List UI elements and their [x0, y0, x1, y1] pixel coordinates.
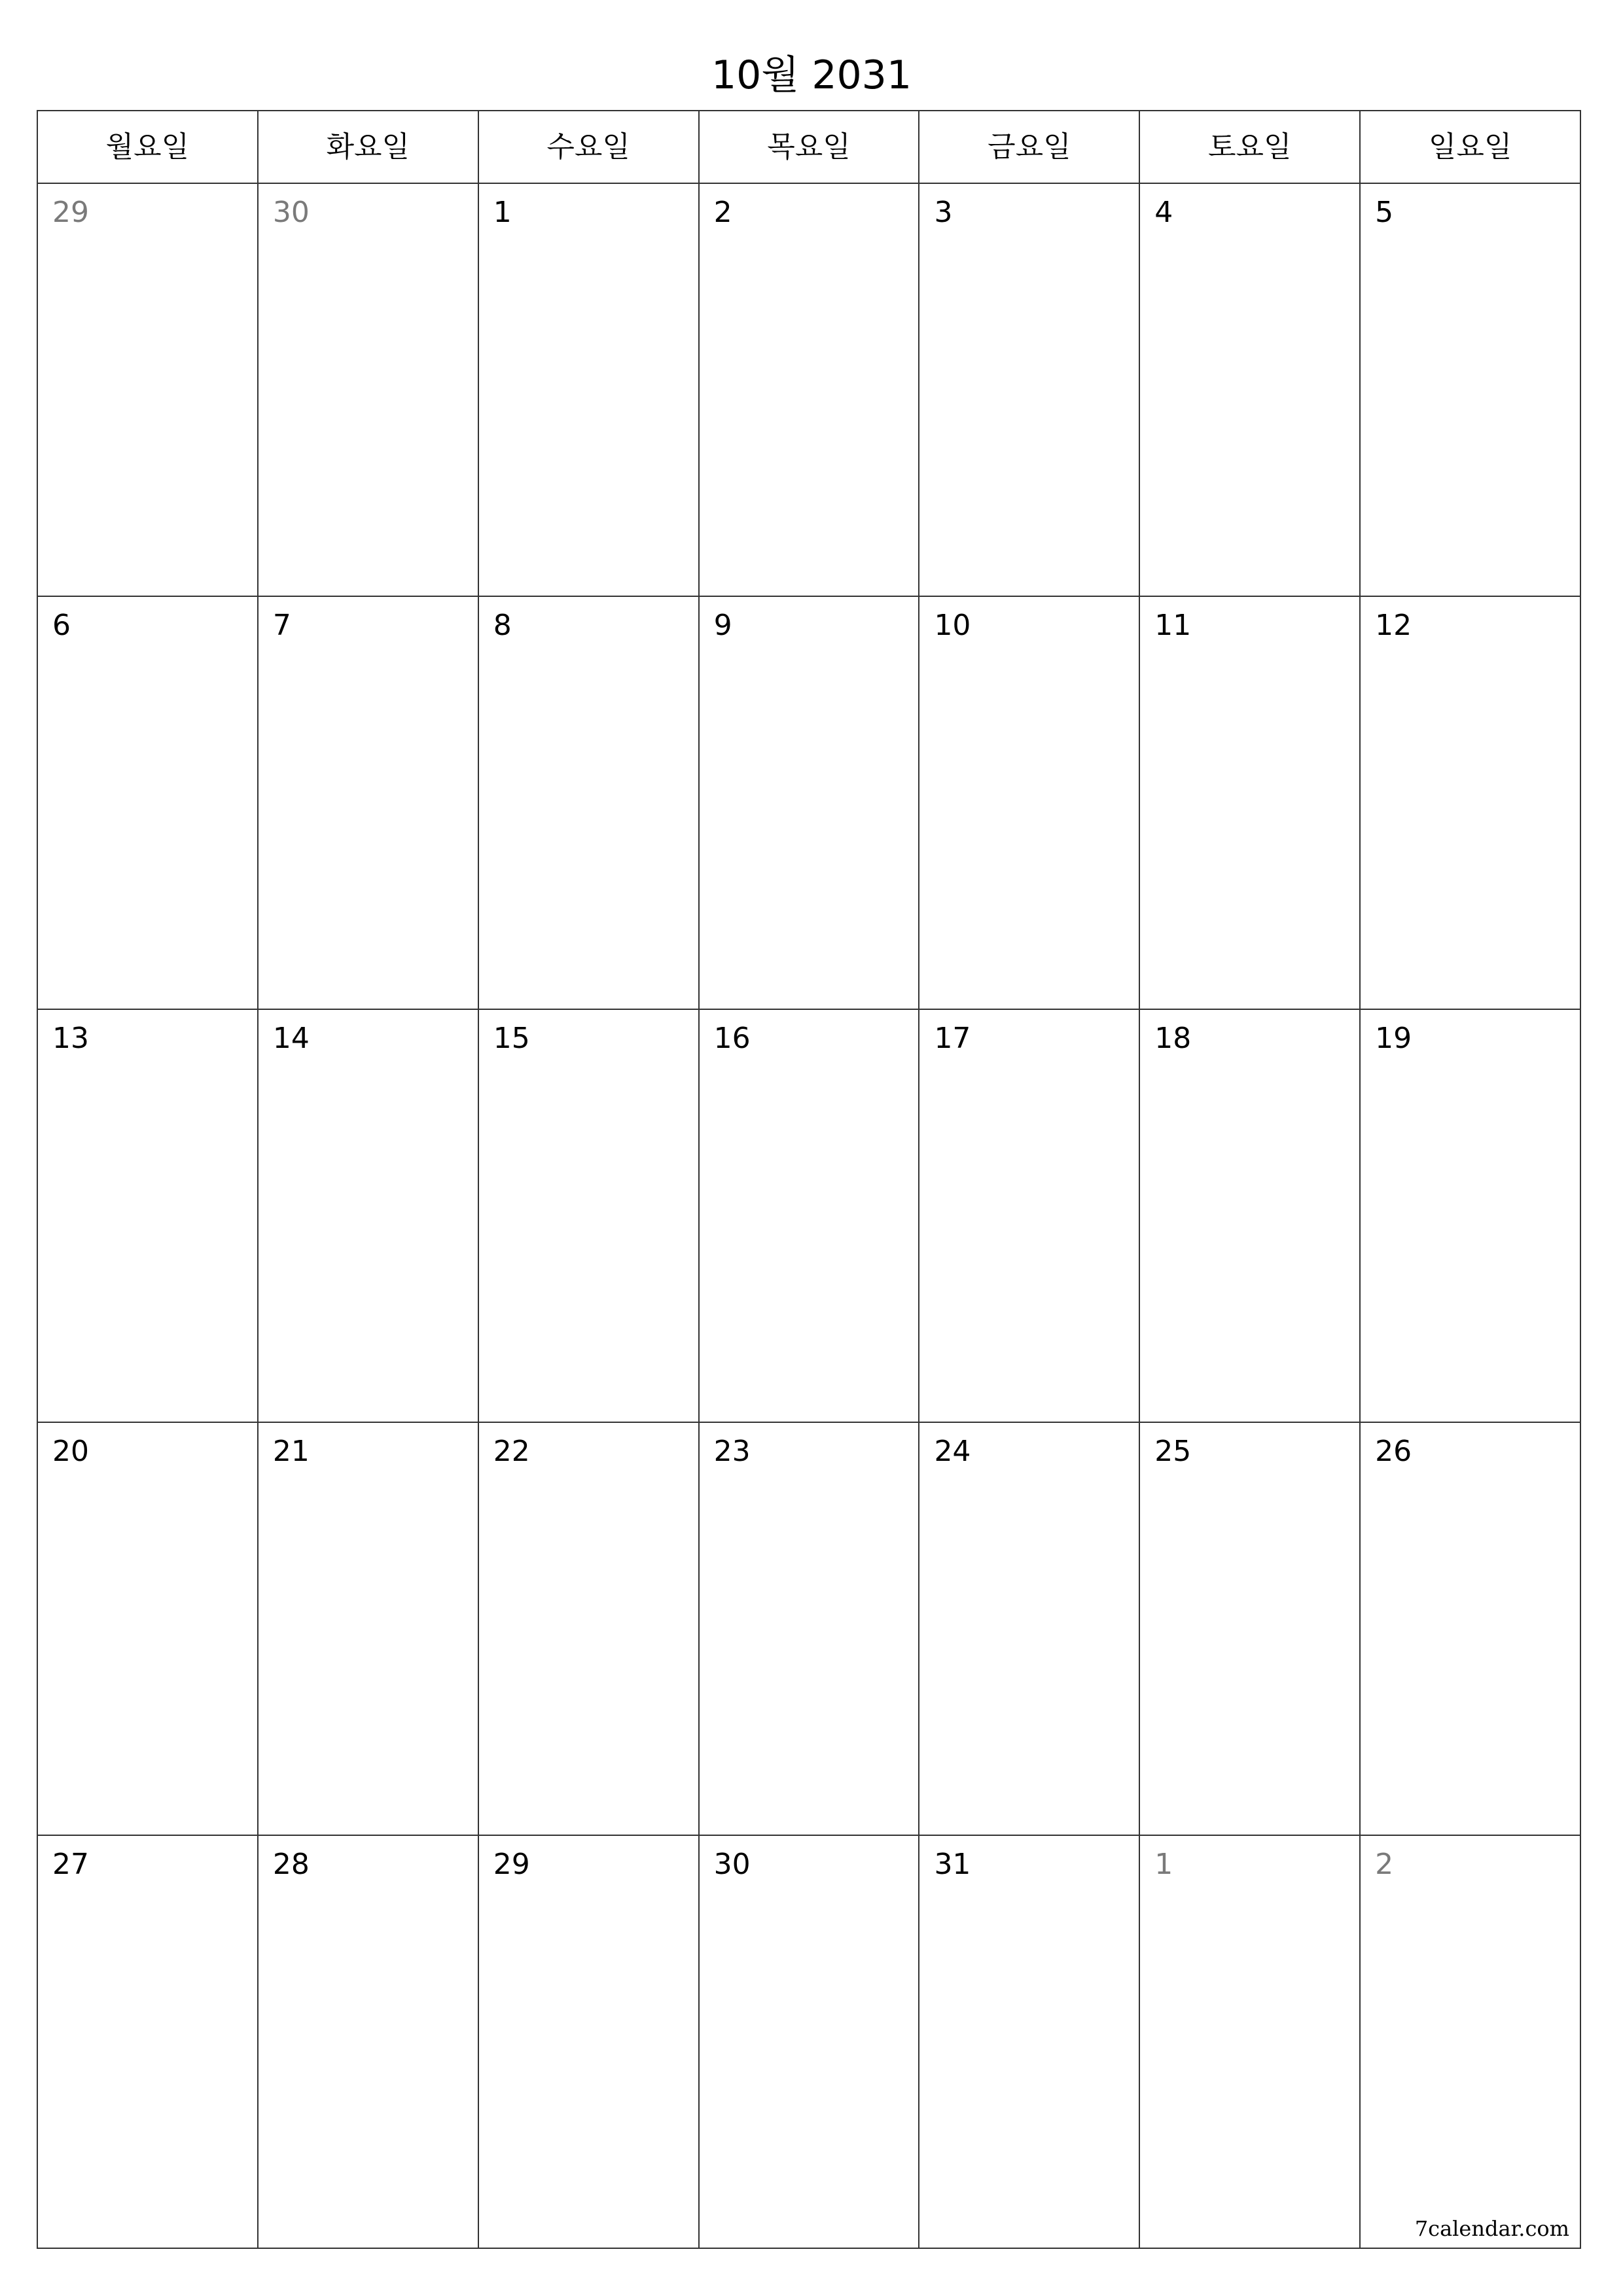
day-cell — [1361, 1423, 1580, 1835]
site-credit: 7calendar.com — [1414, 2216, 1569, 2241]
day-cell — [259, 1010, 479, 1422]
day-number: 17 — [934, 1022, 971, 1055]
weekday-header-thursday: 목요일 — [700, 111, 920, 183]
day-number: 29 — [493, 1848, 530, 1881]
day-cell — [479, 1423, 700, 1835]
day-cell — [479, 597, 700, 1009]
day-cell — [1361, 184, 1580, 596]
day-cell — [1361, 1010, 1580, 1422]
day-cell — [259, 597, 479, 1009]
day-number: 16 — [713, 1022, 751, 1055]
weeks-container — [38, 184, 1580, 2248]
day-cell — [1361, 597, 1580, 1009]
day-cell — [38, 1010, 259, 1422]
day-cell — [700, 1423, 920, 1835]
day-cell — [479, 1010, 700, 1422]
day-number: 29 — [52, 196, 89, 229]
day-number: 23 — [713, 1435, 751, 1468]
day-cell — [1140, 1010, 1361, 1422]
day-number: 21 — [272, 1435, 310, 1468]
day-number: 8 — [493, 609, 512, 642]
day-number: 3 — [934, 196, 953, 229]
day-cell — [259, 1836, 479, 2248]
day-number: 11 — [1154, 609, 1192, 642]
day-number: 27 — [52, 1848, 89, 1881]
weekday-header-monday: 월요일 — [38, 111, 259, 183]
week-row — [38, 1836, 1580, 2248]
day-cell-outside-month — [259, 184, 479, 596]
day-cell — [479, 184, 700, 596]
day-number: 24 — [934, 1435, 971, 1468]
day-cell — [38, 1423, 259, 1835]
day-number: 5 — [1375, 196, 1394, 229]
week-row — [38, 597, 1580, 1010]
calendar-grid — [37, 110, 1581, 2249]
day-number: 19 — [1375, 1022, 1412, 1055]
week-row — [38, 184, 1580, 597]
day-number: 31 — [934, 1848, 971, 1881]
day-number: 14 — [272, 1022, 310, 1055]
week-row — [38, 1010, 1580, 1423]
day-number: 20 — [52, 1435, 89, 1468]
weekday-header-sunday: 일요일 — [1428, 130, 1512, 164]
day-cell — [479, 1836, 700, 2248]
day-cell — [1140, 1423, 1361, 1835]
day-number: 9 — [713, 609, 732, 642]
day-cell — [919, 597, 1140, 1009]
page-title: 10월 2031 — [711, 52, 912, 98]
day-number: 12 — [1375, 609, 1412, 642]
day-number: 22 — [493, 1435, 530, 1468]
day-cell — [700, 1010, 920, 1422]
day-number: 18 — [1154, 1022, 1192, 1055]
weekday-header-saturday: 토요일 — [1140, 111, 1361, 183]
day-number: 30 — [713, 1848, 751, 1881]
day-cell — [919, 1423, 1140, 1835]
day-number: 1 — [493, 196, 512, 229]
day-number: 30 — [272, 196, 310, 229]
day-number: 13 — [52, 1022, 89, 1055]
day-number: 25 — [1154, 1435, 1192, 1468]
weekday-header-friday: 금요일 — [919, 111, 1140, 183]
week-row — [38, 1423, 1580, 1836]
day-cell — [38, 597, 259, 1009]
day-number: 4 — [1154, 196, 1173, 229]
day-cell — [1140, 597, 1361, 1009]
day-cell-outside-month — [1140, 1836, 1361, 2248]
day-cell — [38, 1836, 259, 2248]
day-number: 28 — [272, 1848, 310, 1881]
weekday-header-tuesday: 화요일 — [259, 111, 479, 183]
day-number: 15 — [493, 1022, 530, 1055]
day-cell-outside-month — [1361, 1836, 1580, 2248]
day-number: 7 — [272, 609, 291, 642]
day-cell — [700, 597, 920, 1009]
day-number: 10 — [934, 609, 971, 642]
day-cell — [1140, 184, 1361, 596]
day-cell — [919, 184, 1140, 596]
day-number: 2 — [1375, 1848, 1394, 1881]
day-number: 1 — [1154, 1848, 1173, 1881]
weekday-header-wednesday: 수요일 — [479, 111, 700, 183]
day-cell — [919, 1010, 1140, 1422]
day-cell — [700, 184, 920, 596]
day-number: 26 — [1375, 1435, 1412, 1468]
day-cell — [259, 1423, 479, 1835]
day-cell-outside-month — [38, 184, 259, 596]
day-number: 6 — [52, 609, 71, 642]
day-cell — [919, 1836, 1140, 2248]
day-cell — [700, 1836, 920, 2248]
day-number: 2 — [713, 196, 732, 229]
weekday-header-row — [38, 111, 1580, 184]
